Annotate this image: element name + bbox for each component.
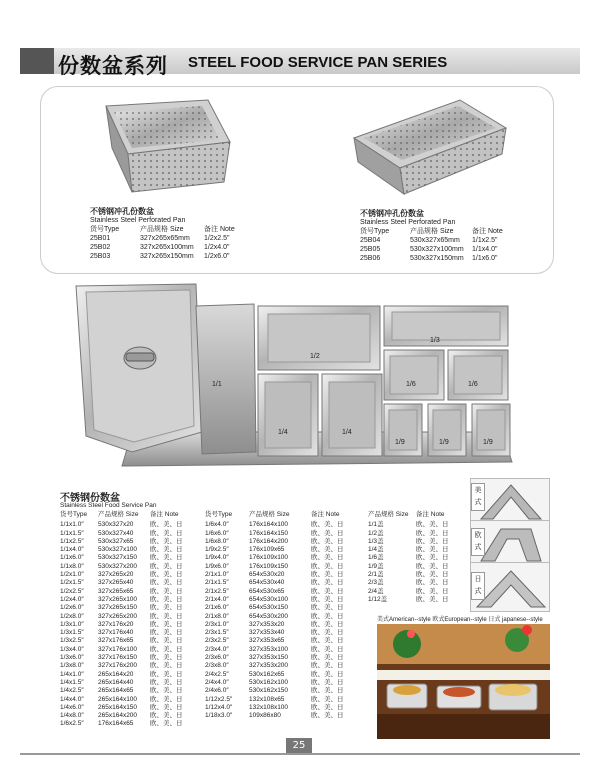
table-cell: 2/4x4.0″ <box>205 678 229 686</box>
table-cell: 2/3x1.5″ <box>205 629 229 637</box>
table-row <box>368 530 453 538</box>
table-row <box>205 588 348 596</box>
table-cell: 1/4x4.0″ <box>60 695 84 703</box>
caption-cell: 25B02 <box>90 244 111 251</box>
table-row <box>60 538 187 546</box>
table-cell: 132x108x100 <box>249 703 289 711</box>
table-cell: 530x327x100 <box>98 546 138 554</box>
table-cell: 欧、美、日 <box>311 537 344 545</box>
column-header-size: 产品规格 Size <box>98 511 139 518</box>
table-row <box>60 613 187 621</box>
caption-cell: 25B06 <box>360 255 381 262</box>
table-row <box>60 637 187 645</box>
table-cell: 327x176x40 <box>98 629 134 637</box>
table-row <box>60 662 187 670</box>
table-cell: 1/2盖 <box>368 529 384 537</box>
caption-cell: 530x327x100mm <box>410 246 464 253</box>
table-cell: 132x108x65 <box>249 695 285 703</box>
table-cell: 1/6x4.0″ <box>205 521 229 529</box>
table-cell: 1/4盖 <box>368 546 384 554</box>
table-cell: 109x86x80 <box>249 712 281 720</box>
section-title-cn: 不锈钢份数盆 <box>60 493 120 504</box>
table-cell: 1/2x4.0″ <box>60 595 84 603</box>
page-title-en: STEEL FOOD SERVICE PAN SERIES <box>188 54 448 71</box>
table-cell: 2/1x1.0″ <box>205 571 229 579</box>
table-row <box>205 662 348 670</box>
table-row <box>205 563 348 571</box>
food-pan-arrangement-image <box>72 282 530 472</box>
table-cell: 欧、美、日 <box>311 678 344 686</box>
table-cell: 2/3x1.0″ <box>205 620 229 628</box>
table-row <box>60 579 187 587</box>
table-row <box>205 637 348 645</box>
pan-label-1-6a: 1/6 <box>406 381 416 388</box>
table-cell: 欧、美、日 <box>311 587 344 595</box>
table-cell: 1/3x4.0″ <box>60 645 84 653</box>
table-cell: 1/12x2.5″ <box>205 695 233 703</box>
table-cell: 265x164x40 <box>98 678 134 686</box>
table-cell: 654x530x200 <box>249 612 289 620</box>
table-cell: 欧、美、日 <box>150 529 183 537</box>
table-row <box>205 530 348 538</box>
table-cell: 欧、美、日 <box>150 562 183 570</box>
table-cell: 1/12x4.0″ <box>205 703 233 711</box>
table-cell: 欧、美、日 <box>311 712 344 720</box>
table-row <box>205 712 348 720</box>
caption-cell: 1/2x4.0" <box>204 244 230 251</box>
table-cell: 欧、美、日 <box>150 678 183 686</box>
table-cell: 327x265x40 <box>98 579 134 587</box>
caption-header-note: 备注 Note <box>204 226 235 233</box>
table-row <box>205 538 348 546</box>
table-cell: 327x176x100 <box>98 645 138 653</box>
table-cell: 1/3x1.5″ <box>60 629 84 637</box>
table-cell: 327x353x40 <box>249 629 285 637</box>
table-cell: 327x265x100 <box>98 595 138 603</box>
table-row <box>368 563 453 571</box>
table-cell: 欧、美、日 <box>150 629 183 637</box>
column-header-type: 货号Type <box>60 511 88 518</box>
table-cell: 欧、美、日 <box>311 645 344 653</box>
table-cell: 欧、美、日 <box>311 654 344 662</box>
table-cell: 欧、美、日 <box>150 645 183 653</box>
perforated-pan-left-caption <box>90 207 235 261</box>
caption-cell: 327x265x65mm <box>140 235 190 242</box>
table-cell: 265x164x150 <box>98 703 138 711</box>
caption-cell: 25B05 <box>360 246 381 253</box>
table-row <box>205 604 348 612</box>
table-cell: 176x109x100 <box>249 554 289 562</box>
table-row <box>368 554 453 562</box>
table-row <box>205 687 348 695</box>
table-cell: 2/3x4.0″ <box>205 645 229 653</box>
table-cell: 欧、美、日 <box>150 720 183 728</box>
table-cell: 176x164x150 <box>249 529 289 537</box>
pan-label-1-9c: 1/9 <box>483 439 493 446</box>
table-cell: 欧、美、日 <box>150 537 183 545</box>
caption-cell: 1/1x2.5" <box>472 237 498 244</box>
table-cell: 327x176x200 <box>98 662 138 670</box>
table-cell: 265x164x200 <box>98 712 138 720</box>
table-cell: 176x109x150 <box>249 562 289 570</box>
table-cell: 欧、美、日 <box>311 546 344 554</box>
table-cell: 1/4x6.0″ <box>60 703 84 711</box>
page-number: 25 <box>286 738 312 754</box>
caption-cell: 1/1x4.0" <box>472 246 498 253</box>
table-cell: 530x327x20 <box>98 521 134 529</box>
table-cell: 欧、美、日 <box>150 662 183 670</box>
table-cell: 欧、美、日 <box>150 587 183 595</box>
table-cell: 欧、美、日 <box>416 595 449 603</box>
caption-cell: 1/2x6.0" <box>204 253 230 260</box>
table-cell: 欧、美、日 <box>311 529 344 537</box>
table-row <box>205 671 348 679</box>
caption-cell: 327x265x150mm <box>140 253 194 260</box>
footer-rule <box>20 753 580 755</box>
table-cell: 530x162x100 <box>249 678 289 686</box>
table-cell: 327x265x150 <box>98 604 138 612</box>
table-row <box>205 696 348 704</box>
table-cell: 265x164x20 <box>98 670 134 678</box>
table-cell: 654x530x20 <box>249 571 285 579</box>
table-cell: 欧、美、日 <box>416 571 449 579</box>
table-cell: 327x353x20 <box>249 620 285 628</box>
table-cell: 1/2x6.0″ <box>60 604 84 612</box>
table-cell: 欧、美、日 <box>416 537 449 545</box>
table-cell: 欧、美、日 <box>150 571 183 579</box>
table-cell: 欧、美、日 <box>150 670 183 678</box>
table-cell: 欧、美、日 <box>150 521 183 529</box>
table-cell: 1/2x1.0″ <box>60 571 84 579</box>
table-cell: 欧、美、日 <box>416 529 449 537</box>
table-cell: 1/3x6.0″ <box>60 654 84 662</box>
table-row <box>60 687 187 695</box>
table-cell: 欧、美、日 <box>311 695 344 703</box>
table-row <box>60 604 187 612</box>
table-cell: 327x353x100 <box>249 645 289 653</box>
table-cell: 176x164x100 <box>249 521 289 529</box>
pan-label-1-6b: 1/6 <box>468 381 478 388</box>
header-accent <box>20 48 54 74</box>
table-cell: 1/2x2.5″ <box>60 587 84 595</box>
table-cell: 2/3x6.0″ <box>205 654 229 662</box>
table-cell: 327x265x20 <box>98 571 134 579</box>
table-row <box>60 621 187 629</box>
buffet-photo-image <box>377 624 550 739</box>
table-row <box>205 521 348 529</box>
spec-table-1 <box>60 511 187 729</box>
table-cell: 1/9x2.5″ <box>205 546 229 554</box>
table-row <box>368 521 453 529</box>
table-cell: 欧、美、日 <box>311 687 344 695</box>
table-row <box>368 579 453 587</box>
caption-header-size: 产品规格 Size <box>410 228 454 235</box>
table-cell: 530x162x150 <box>249 687 289 695</box>
table-cell: 1/3x1.0″ <box>60 620 84 628</box>
table-cell: 327x353x200 <box>249 662 289 670</box>
table-cell: 1/6x2.5″ <box>60 720 84 728</box>
table-cell: 1/1盖 <box>368 521 384 529</box>
table-cell: 欧、美、日 <box>416 587 449 595</box>
style-tag-japanese: 日式 <box>471 572 485 600</box>
table-row <box>205 579 348 587</box>
table-cell: 欧、美、日 <box>311 562 344 570</box>
table-row <box>205 646 348 654</box>
table-cell: 1/18x3.0″ <box>205 712 233 720</box>
table-cell: 176x109x65 <box>249 546 285 554</box>
table-cell: 1/9盖 <box>368 562 384 570</box>
table-cell: 2/4x2.5″ <box>205 670 229 678</box>
style-tag-american: 美式 <box>471 483 485 511</box>
caption-title-en: Stainless Steel Perforated Pan <box>360 219 456 226</box>
table-cell: 2/3盖 <box>368 579 384 587</box>
table-cell: 530x327x40 <box>98 529 134 537</box>
table-cell: 欧、美、日 <box>311 571 344 579</box>
table-cell: 欧、美、日 <box>150 595 183 603</box>
table-cell: 654x530x40 <box>249 579 285 587</box>
table-cell: 欧、美、日 <box>150 712 183 720</box>
caption-cell: 1/2x2.5" <box>204 235 230 242</box>
table-row <box>368 588 453 596</box>
table-cell: 欧、美、日 <box>150 546 183 554</box>
column-header-note: 备注 Note <box>311 511 340 518</box>
table-row <box>60 563 187 571</box>
table-cell: 欧、美、日 <box>311 670 344 678</box>
table-row <box>60 530 187 538</box>
table-row <box>60 671 187 679</box>
table-cell: 1/4x1.5″ <box>60 678 84 686</box>
table-cell: 欧、美、日 <box>311 637 344 645</box>
spec-table-3 <box>368 511 453 604</box>
table-cell: 欧、美、日 <box>150 579 183 587</box>
table-cell: 1/12盖 <box>368 595 388 603</box>
table-cell: 530x162x65 <box>249 670 285 678</box>
table-row <box>205 679 348 687</box>
caption-header-type: 货号Type <box>90 226 120 233</box>
table-row <box>205 704 348 712</box>
caption-header-note: 备注 Note <box>472 228 503 235</box>
table-cell: 1/1x1.0″ <box>60 521 84 529</box>
table-cell: 1/6x6.0″ <box>205 529 229 537</box>
table-cell: 1/9x6.0″ <box>205 562 229 570</box>
table-cell: 欧、美、日 <box>150 620 183 628</box>
table-row <box>60 696 187 704</box>
table-cell: 1/3x8.0″ <box>60 662 84 670</box>
table-cell: 1/4x2.5″ <box>60 687 84 695</box>
table-cell: 265x164x65 <box>98 687 134 695</box>
table-cell: 1/4x8.0″ <box>60 712 84 720</box>
table-cell: 欧、美、日 <box>150 695 183 703</box>
table-cell: 欧、美、日 <box>416 554 449 562</box>
table-cell: 327x353x65 <box>249 637 285 645</box>
pan-label-1-9b: 1/9 <box>439 439 449 446</box>
caption-title-cn: 不锈钢冲孔份数盆 <box>360 209 424 218</box>
column-header-note: 备注 Note <box>416 511 445 518</box>
table-cell: 327x176x20 <box>98 620 134 628</box>
table-cell: 2/1盖 <box>368 571 384 579</box>
styles-caption: 美式American--style 欧式European--style 日式 japanese--style <box>377 617 543 623</box>
table-cell: 2/1x6.0″ <box>205 604 229 612</box>
table-row <box>60 646 187 654</box>
table-row <box>60 588 187 596</box>
pan-label-1-3: 1/3 <box>430 337 440 344</box>
table-cell: 欧、美、日 <box>416 521 449 529</box>
column-header-size: 产品规格 Size <box>249 511 290 518</box>
table-cell: 欧、美、日 <box>311 579 344 587</box>
table-cell: 2/3x2.5″ <box>205 637 229 645</box>
caption-cell: 25B01 <box>90 235 111 242</box>
table-cell: 欧、美、日 <box>150 554 183 562</box>
table-cell: 2/1x8.0″ <box>205 612 229 620</box>
table-cell: 欧、美、日 <box>311 604 344 612</box>
pan-label-1-9a: 1/9 <box>395 439 405 446</box>
table-cell: 327x176x65 <box>98 637 134 645</box>
table-cell: 欧、美、日 <box>416 579 449 587</box>
table-cell: 欧、美、日 <box>150 687 183 695</box>
table-cell: 1/3x2.5″ <box>60 637 84 645</box>
pan-label-1-4a: 1/4 <box>278 429 288 436</box>
table-cell: 欧、美、日 <box>311 620 344 628</box>
caption-cell: 1/1x6.0" <box>472 255 498 262</box>
table-cell: 654x530x150 <box>249 604 289 612</box>
pan-label-1-2: 1/2 <box>310 353 320 360</box>
table-cell: 327x353x150 <box>249 654 289 662</box>
page-title-cn: 份数盆系列 <box>58 54 168 78</box>
column-header-type: 产品规格 Size <box>368 511 409 518</box>
column-header-type: 货号Type <box>205 511 233 518</box>
table-cell: 2/1x4.0″ <box>205 595 229 603</box>
table-cell: 欧、美、日 <box>311 521 344 529</box>
table-row <box>205 613 348 621</box>
table-row <box>60 521 187 529</box>
table-cell: 欧、美、日 <box>311 595 344 603</box>
table-cell: 欧、美、日 <box>150 604 183 612</box>
table-cell: 176x164x65 <box>98 720 134 728</box>
table-cell: 327x265x65 <box>98 587 134 595</box>
table-row <box>368 538 453 546</box>
caption-cell: 530x327x65mm <box>410 237 460 244</box>
table-cell: 654x530x65 <box>249 587 285 595</box>
table-cell: 654x530x100 <box>249 595 289 603</box>
caption-title-en: Stainless Steel Perforated Pan <box>90 217 186 224</box>
table-cell: 1/1x2.5″ <box>60 537 84 545</box>
table-cell: 2/3x8.0″ <box>205 662 229 670</box>
table-row <box>60 720 187 728</box>
table-cell: 2/1x1.5″ <box>205 579 229 587</box>
table-cell: 欧、美、日 <box>416 562 449 570</box>
style-tag-european: 欧式 <box>471 528 485 556</box>
table-row <box>205 554 348 562</box>
table-row <box>60 704 187 712</box>
caption-cell: 327x265x100mm <box>140 244 194 251</box>
perforated-pan-half-image <box>88 98 232 200</box>
table-row <box>368 596 453 604</box>
table-cell: 欧、美、日 <box>311 629 344 637</box>
table-cell: 欧、美、日 <box>311 703 344 711</box>
table-cell: 1/3盖 <box>368 537 384 545</box>
table-cell: 1/1x4.0″ <box>60 546 84 554</box>
table-cell: 176x164x200 <box>249 537 289 545</box>
caption-header-type: 货号Type <box>360 228 390 235</box>
table-cell: 1/6盖 <box>368 554 384 562</box>
table-cell: 欧、美、日 <box>311 554 344 562</box>
table-cell: 530x327x150 <box>98 554 138 562</box>
table-cell: 1/1x8.0″ <box>60 562 84 570</box>
table-cell: 1/2x8.0″ <box>60 612 84 620</box>
caption-title-cn: 不锈钢冲孔份数盆 <box>90 207 154 216</box>
perforated-pan-right-caption <box>360 209 503 263</box>
table-cell: 1/1x6.0″ <box>60 554 84 562</box>
table-cell: 1/9x4.0″ <box>205 554 229 562</box>
table-cell: 530x327x65 <box>98 537 134 545</box>
table-cell: 欧、美、日 <box>416 546 449 554</box>
caption-cell: 25B04 <box>360 237 381 244</box>
pan-label-1-4b: 1/4 <box>342 429 352 436</box>
caption-header-size: 产品规格 Size <box>140 226 184 233</box>
perforated-pan-full-image <box>350 98 510 198</box>
caption-cell: 25B03 <box>90 253 111 260</box>
caption-cell: 530x327x150mm <box>410 255 464 262</box>
table-row <box>205 621 348 629</box>
table-cell: 1/4x1.0″ <box>60 670 84 678</box>
table-cell: 1/1x1.5″ <box>60 529 84 537</box>
table-cell: 1/6x8.0″ <box>205 537 229 545</box>
spec-table-2 <box>205 511 348 720</box>
table-row <box>60 554 187 562</box>
table-cell: 欧、美、日 <box>150 703 183 711</box>
table-cell: 327x176x150 <box>98 654 138 662</box>
table-cell: 530x327x200 <box>98 562 138 570</box>
table-cell: 欧、美、日 <box>150 612 183 620</box>
table-row <box>60 679 187 687</box>
table-cell: 欧、美、日 <box>311 612 344 620</box>
table-cell: 2/1x2.5″ <box>205 587 229 595</box>
table-cell: 1/2x1.5″ <box>60 579 84 587</box>
table-cell: 327x265x200 <box>98 612 138 620</box>
column-header-note: 备注 Note <box>150 511 179 518</box>
table-cell: 265x164x100 <box>98 695 138 703</box>
table-cell: 2/4盖 <box>368 587 384 595</box>
table-cell: 欧、美、日 <box>150 637 183 645</box>
table-cell: 欧、美、日 <box>311 662 344 670</box>
pan-label-1-1: 1/1 <box>212 381 222 388</box>
table-cell: 欧、美、日 <box>150 654 183 662</box>
table-cell: 2/4x6.0″ <box>205 687 229 695</box>
section-title-en: Stainless Steel Food Service Pan <box>60 502 157 509</box>
